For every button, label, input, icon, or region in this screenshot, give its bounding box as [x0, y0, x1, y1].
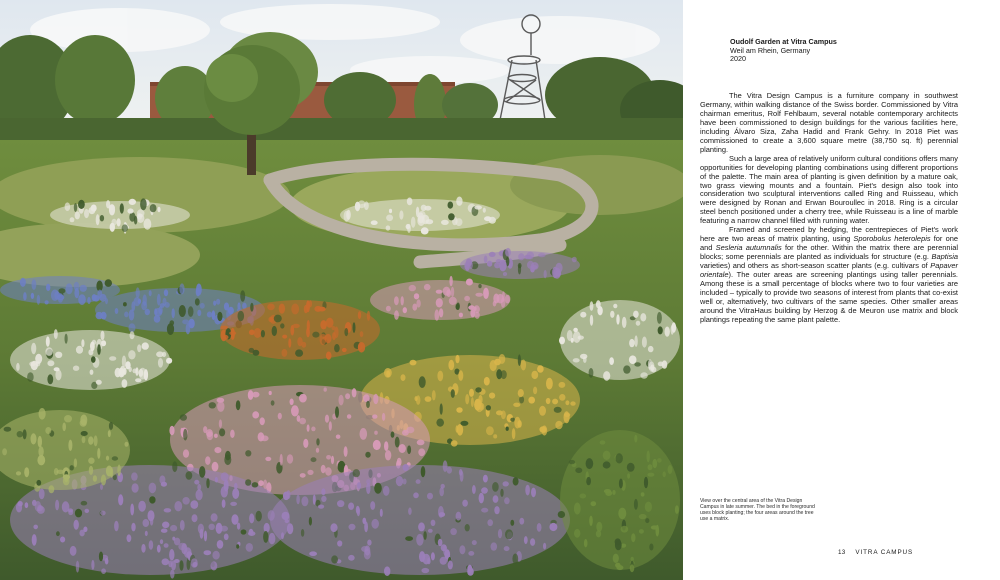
body-text	[700, 92, 958, 325]
text-page	[683, 0, 1000, 580]
paragraph-2: Such a large area of relatively uniform cultural conditions offers many opportunities for developing planting combinations using different proportions of the palette. The main area of planting is given definition by a mature oak, two grass viewing mounts and a fountain. Piet's design also took into consideration two sculptural interventions called Ring and Ruisseau, which were designed by Ronan and Erwan Bouroullec in 2018. Ring is a circular steel bench positioned under a cherry tree, while Ruisseau is a line of marble featuring a narrow channel filled with running water.	[700, 153, 958, 226]
folio	[838, 549, 913, 556]
project-year: 2020	[730, 54, 746, 64]
p3-text-b: for one and	[700, 234, 958, 253]
project-location: Weil am Rhein, Germany	[730, 45, 811, 55]
flower-drift	[220, 300, 380, 360]
p3-species-papaver: Papaver orientale	[700, 261, 958, 280]
p3-text-d: varieties) and others as short-season scatter plants (e.g. cultivars of	[700, 261, 931, 271]
p3-text-e: ). The outer areas are screening plantings using taller perennials. Among these is a small percentage of blocks where two to four varieties are included – typically to provide two seasons of interest from plants that co-exist well or, alternatively, two cultivars of the same species. Other smaller areas around the VitraHaus building by Herzog & de Meuron use matrix and block plantings repeating the same plant palette.	[700, 270, 958, 324]
p3-species-sporobolus: Sporobolus heterolepis	[853, 234, 931, 244]
photo-caption: View over the central area of the Vitra Design Campus in late summer. The bed in the foreground uses block planting; the four areas around the tree use a matrix.	[700, 498, 815, 523]
running-section: VITRA CAMPUS	[855, 549, 914, 556]
p3-text-c: for the other. Within the matrix there are perennial blocks; some perennials are planted as individuals for structure (e.g.	[700, 243, 959, 262]
paragraph-1: The Vitra Design Campus is a furniture company in southwest Germany, within walking distance of the Swiss border. Commissioned by Vitra chairman emeritus, Rolf Fehlbaum, several notable contemporary architects have been commissioned to design buildings for the various facilities here, including Álvaro Siza, Zaha Hadid and Frank Gehry. In 2018 Piet was commissioned to create a 3,600 square metre (38,750 sq. ft) perennial planting.	[700, 91, 958, 154]
p3-species-baptisia: Baptisia	[931, 252, 958, 262]
paragraph-3	[700, 226, 958, 324]
project-heading	[730, 38, 970, 64]
p3-text-a: Framed and screened by hedging, the centrepieces of Piet's work here are two areas of matrix planting, using	[700, 225, 958, 244]
p3-species-sesleria: Sesleria autumnalis	[715, 243, 782, 253]
page-number: 13	[838, 549, 846, 556]
project-title: Oudolf Garden at Vitra Campus	[730, 37, 837, 46]
